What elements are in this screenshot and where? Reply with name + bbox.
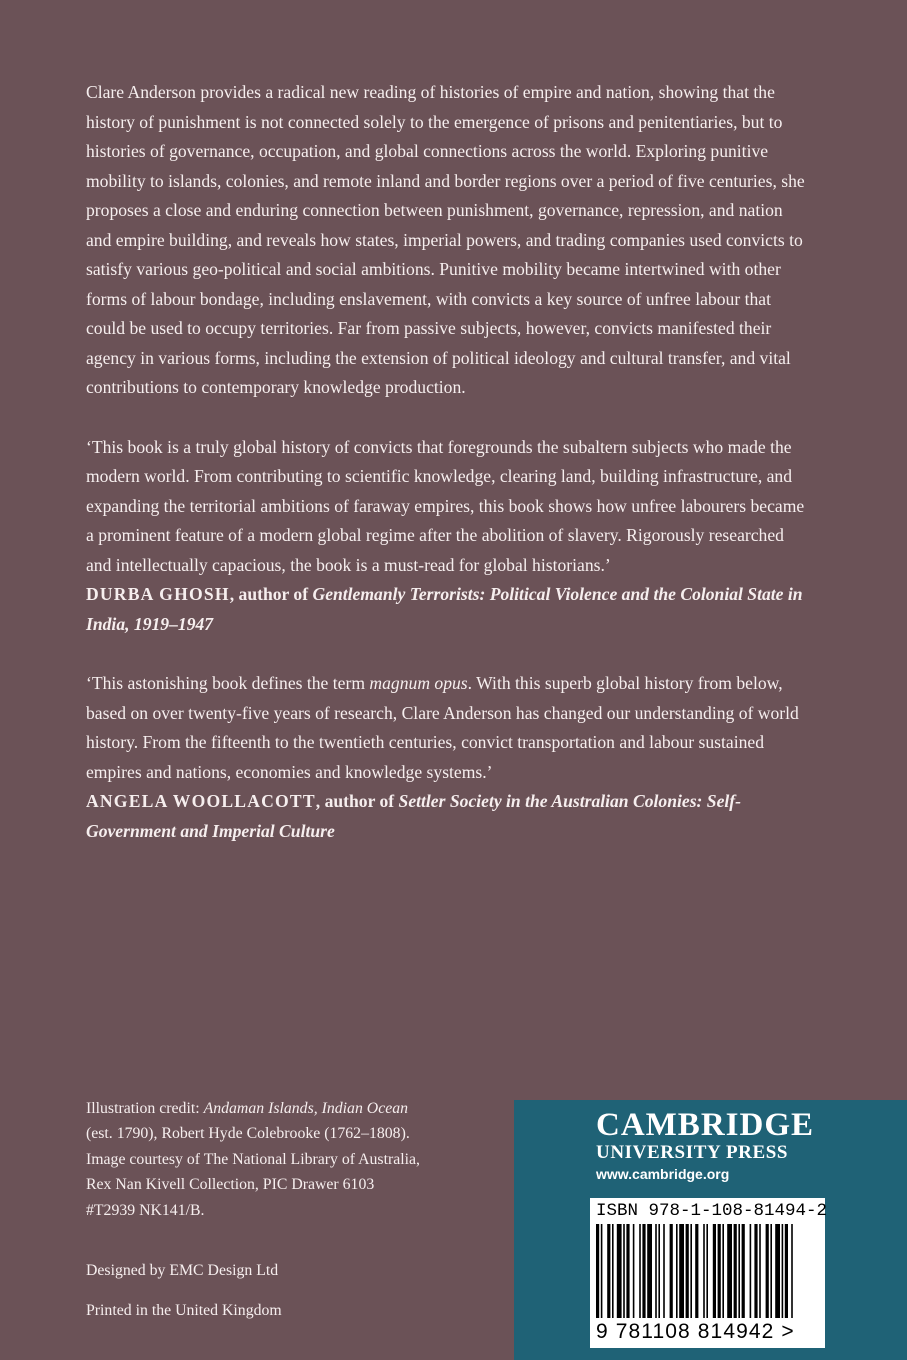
quote-italic: magnum opus — [369, 673, 468, 693]
designer-credit: Designed by EMC Design Ltd — [86, 1262, 279, 1279]
author-of-text: , author of — [229, 584, 313, 604]
quote-text: . With this superb global history from below, based on over twenty-five years of research, Clare Anderson has changed our understanding of world history. From the fifteenth to the twentieth centuries, convict transportation and labour sustained empires and nations, economies and knowledge systems.’ — [86, 673, 799, 782]
endorser-book-title: Gentlemanly Terrorists: Political Violence and the Colonial State in India, 1919–1947 — [86, 584, 803, 634]
publisher-subtitle: UNIVERSITY PRESS — [596, 1142, 789, 1163]
book-description: Clare Anderson provides a radical new reading of histories of empire and nation, showing that the history of punishment is not connected solely to the emergence of prisons and penitentiaries, but to histories of governance, occupation, and global connections across the world. Exploring punitive mobility to islands, colonies, and remote inland and border regions over a period of five centuries, she proposes a close and enduring connection between punishment, governance, repression, and nation and empire building, and reveals how states, imperial powers, and trading companies used convicts to satisfy various geo-political and social ambitions. Punitive mobility became intertwined with other forms of labour bondage, including enslavement, with convicts a key source of unfree labour that could be used to occupy territories. Far from passive subjects, however, convicts manifested their agency in various forms, including the extension of political ideology and cultural transfer, and vital contributions to contemporary knowledge production. — [86, 82, 805, 397]
isbn-text: ISBN 978-1-108-81494-2 — [596, 1201, 828, 1221]
illustration-title: Andaman Islands, Indian Ocean — [203, 1100, 409, 1117]
publisher-url: www.cambridge.org — [596, 1166, 730, 1182]
author-of-text: , author of — [315, 791, 399, 811]
publisher-panel — [514, 1100, 907, 1360]
endorsement-quote: ‘This book is a truly global history of convicts that foregrounds the subaltern subjects who made the modern world. From contributing to scientific knowledge, clearing land, building infrastructure, and expanding the territorial ambitions of faraway empires, this book shows how unfree labourers became a prominent feature of a modern global regime after the abolition of slavery. Rigorously researched and intellectually capacious, the book is a must-read for global historians.’ — [86, 436, 805, 575]
endorser-book-title: Settler Society in the Australian Colonies: Self-Government and Imperial Culture — [86, 791, 741, 841]
endorser-name: ANGELA WOOLLACOTT — [86, 791, 316, 811]
endorser-name: DURBA GHOSH — [86, 584, 230, 604]
back-cover-text — [86, 78, 806, 846]
quote-text: ‘This astonishing book defines the term — [86, 673, 370, 693]
credit-prefix: Illustration credit: — [86, 1100, 204, 1117]
publisher-logo: CAMBRIDGE — [596, 1107, 815, 1143]
endorsement-attribution — [86, 787, 806, 846]
endorsement-attribution — [86, 580, 806, 639]
illustration-credit — [86, 1096, 426, 1223]
printer-credit: Printed in the United Kingdom — [86, 1302, 282, 1319]
credits — [86, 1096, 426, 1319]
barcode-digits: 9 781108 814942 > — [596, 1320, 795, 1343]
barcode-icon — [596, 1224, 819, 1320]
endorsement-quote — [86, 669, 806, 787]
credit-details: (est. 1790), Robert Hyde Colebrooke (1762–1808). Image courtesy of The National Library of Australia, Rex Nan Kivell Collection, PIC Drawer 6103 #T2939 NK141/B. — [86, 1125, 420, 1219]
barcode-label — [590, 1198, 828, 1348]
